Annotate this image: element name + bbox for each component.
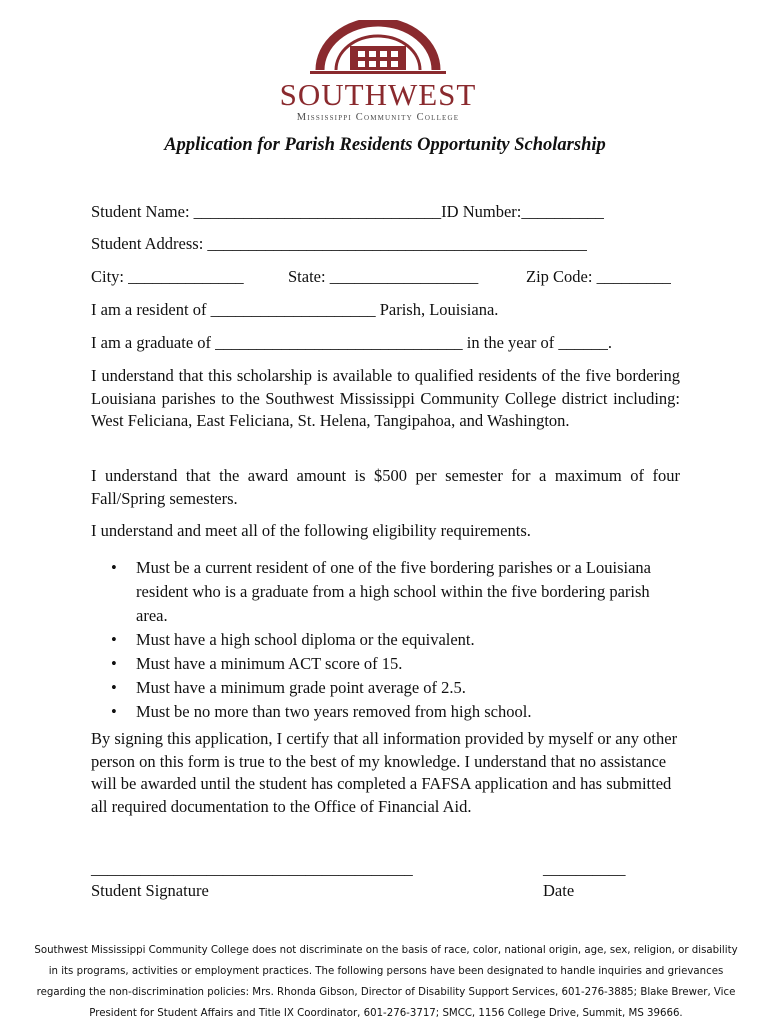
zip-field[interactable]: _________ xyxy=(596,267,671,286)
id-number-label: ID Number: xyxy=(441,202,522,221)
student-address-field[interactable]: ______________________________________________ xyxy=(207,234,587,253)
resident-line xyxy=(91,299,498,321)
resident-suffix: Parish, Louisiana. xyxy=(379,300,499,319)
id-number-field[interactable]: __________ xyxy=(521,202,604,221)
page-title: Application for Parish Residents Opportunity Scholarship xyxy=(164,135,606,155)
eligibility-paragraph: I understand that this scholarship is available to qualified residents of the five bordering Louisiana parishes to the Southwest Mississippi Community College district including: West Feliciana, East Feliciana, St. Helena, Tangipahoa, and Washington. xyxy=(91,366,680,430)
state-field[interactable]: __________________ xyxy=(329,267,479,286)
city-field[interactable]: ______________ xyxy=(128,267,244,286)
date-label: Date xyxy=(543,881,575,900)
bullet-icon: • xyxy=(111,678,117,697)
student-name-field[interactable]: ______________________________ xyxy=(193,202,442,221)
college-logo xyxy=(258,20,498,123)
graduation-year-field[interactable]: ______. xyxy=(558,333,613,352)
bullet-icon: • xyxy=(111,630,117,649)
bullet-icon: • xyxy=(111,558,117,577)
student-address-line xyxy=(91,233,587,255)
zip-group xyxy=(526,266,671,288)
list-item: • Must have a high school diploma or the equivalent. xyxy=(91,628,680,652)
list-item: • Must have a minimum ACT score of 15. xyxy=(91,652,680,676)
student-name-line xyxy=(91,201,604,223)
student-address-label: Student Address: xyxy=(91,234,204,253)
list-item: • Must be no more than two years removed from high school. xyxy=(91,700,680,724)
state-group xyxy=(288,266,478,288)
logo-subtitle: Mississippi Community College xyxy=(296,112,460,123)
requirements-intro: I understand and meet all of the following eligibility requirements. xyxy=(91,521,531,540)
resident-prefix: I am a resident of xyxy=(91,300,207,319)
logo-name: SOUTHWEST xyxy=(279,77,477,112)
graduate-line xyxy=(91,332,612,354)
bullet-icon: • xyxy=(111,702,117,721)
building-emblem-icon xyxy=(258,20,498,80)
requirements-list xyxy=(91,556,680,724)
list-item: • Must have a minimum grade point average of 2.5. xyxy=(91,676,680,700)
certification-paragraph: By signing this application, I certify that all information provided by myself or any other person on this form is true to the best of my knowledge. I understand that no assistance will be awarded until the student has completed a FAFSA application and has submitted all required documentation to the Office of Financial Aid. xyxy=(91,729,678,816)
list-item: • Must be a current resident of one of the five bordering parishes or a Louisiana resident who is a graduate from a high school within the five bordering parish area. xyxy=(111,558,651,625)
city-label: City: xyxy=(91,267,125,286)
graduate-mid: in the year of xyxy=(466,333,555,352)
bullet-icon: • xyxy=(111,654,117,673)
student-name-label: Student Name: xyxy=(91,202,190,221)
date-field[interactable]: __________ xyxy=(543,859,626,878)
state-label: State: xyxy=(288,267,326,286)
signature-label: Student Signature xyxy=(91,881,209,900)
parish-field[interactable]: ____________________ xyxy=(210,300,376,319)
zip-label: Zip Code: xyxy=(526,267,593,286)
non-discrimination-footer: Southwest Mississippi Community College does not discriminate on the basis of race, color, national origin, age, sex, religion, or disability in its programs, activities or employment practices. The following persons have been designated to handle inquiries and grievances regarding the non-discrimination policies: Mrs. Rhonda Gibson, Director of Disability Support Services, 601-276-3885; Blake Brewer, Vice President for Student Affairs and Title IX Coordinator, 601-276-3717; SMCC, 1156 College Drive, Summit, MS 39666. xyxy=(34,945,738,1019)
graduate-prefix: I am a graduate of xyxy=(91,333,212,352)
high-school-field[interactable]: ______________________________ xyxy=(215,333,463,352)
city-state-zip-line xyxy=(91,266,244,288)
signature-field[interactable]: _______________________________________ xyxy=(91,859,413,878)
award-paragraph: I understand that the award amount is $500 per semester for a maximum of four Fall/Spring semesters. xyxy=(91,466,680,508)
